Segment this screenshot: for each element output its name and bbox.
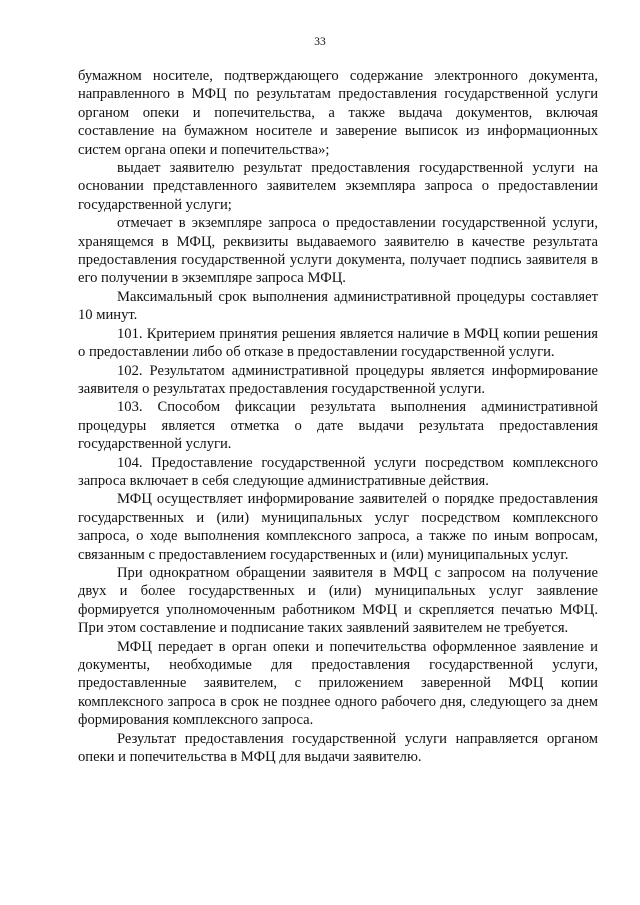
paragraph-104: 104. Предоставление государственной услуги посредством комплексного запроса включает в себя следующие административные действия. — [78, 454, 598, 489]
paragraph-single-request: При однократном обращении заявителя в МФЦ с запросом на получение двух и более государственных и (или) муниципальных услуг заявление формируется уполномоченным работником МФЦ и скрепляется печатью МФЦ. При этом составление и подписание таких заявлений заявителем не требуется. — [78, 564, 598, 637]
paragraph-result-sent: Результат предоставления государственной услуги направляется органом опеки и попечительства в МФЦ для выдачи заявителю. — [78, 730, 598, 766]
paragraph-continuation: бумажном носителе, подтверждающего содержание электронного документа, направленного в МФЦ по результатам предоставления государственной услуги органом опеки и попечительства, а также выдача документов, включая составление на бумажном носителе и заверение выписок из информационных систем органа опеки и попечительства»; — [78, 68, 598, 158]
paragraph-103: 103. Способом фиксации результата выполнения административной процедуры является отметка о дате выдачи результата предоставления государственной услуги. — [78, 399, 598, 453]
paragraph-mfc-transfers: МФЦ передает в орган опеки и попечительства оформленное заявление и документы, необходимые для предоставления государственной услуги, предоставленные заявителем, с приложением заверенной МФЦ копии комплексного запроса в срок не позднее одного рабочего дня, следующего за днем формирования комплексного запроса. — [78, 638, 598, 729]
paragraph-mark-request: отмечает в экземпляре запроса о предоставлении государственной услуги, хранящемся в МФЦ, реквизиты выдаваемого заявителю в качестве результата предоставления государственной услуги документа, получает подпись заявителя в его получении в экземпляре запроса МФЦ. — [78, 215, 598, 287]
document-body — [78, 67, 598, 766]
paragraph-mfc-informs: МФЦ осуществляет информирование заявителей о порядке предоставления государственных и (или) муниципальных услуг посредством комплексного запроса, о ходе выполнения комплексного запроса, а также по иным вопросам, связанным с предоставлением государственных и (или) муниципальных услуг. — [78, 491, 598, 563]
page-number: 33 — [314, 36, 326, 48]
paragraph-102: 102. Результатом административной процедуры является информирование заявителя о результатах предоставления государственной услуги. — [78, 362, 598, 397]
paragraph-issue-result: выдает заявителю результат предоставления государственной услуги на основании представленного заявителем экземпляра запроса о предоставлении государственной услуги; — [78, 160, 598, 213]
paragraph-max-duration: Максимальный срок выполнения административной процедуры составляет 10 минут. — [78, 288, 598, 324]
paragraph-101: 101. Критерием принятия решения является наличие в МФЦ копии решения о предоставлении либо об отказе в предоставлении государственной услуги. — [78, 325, 598, 361]
